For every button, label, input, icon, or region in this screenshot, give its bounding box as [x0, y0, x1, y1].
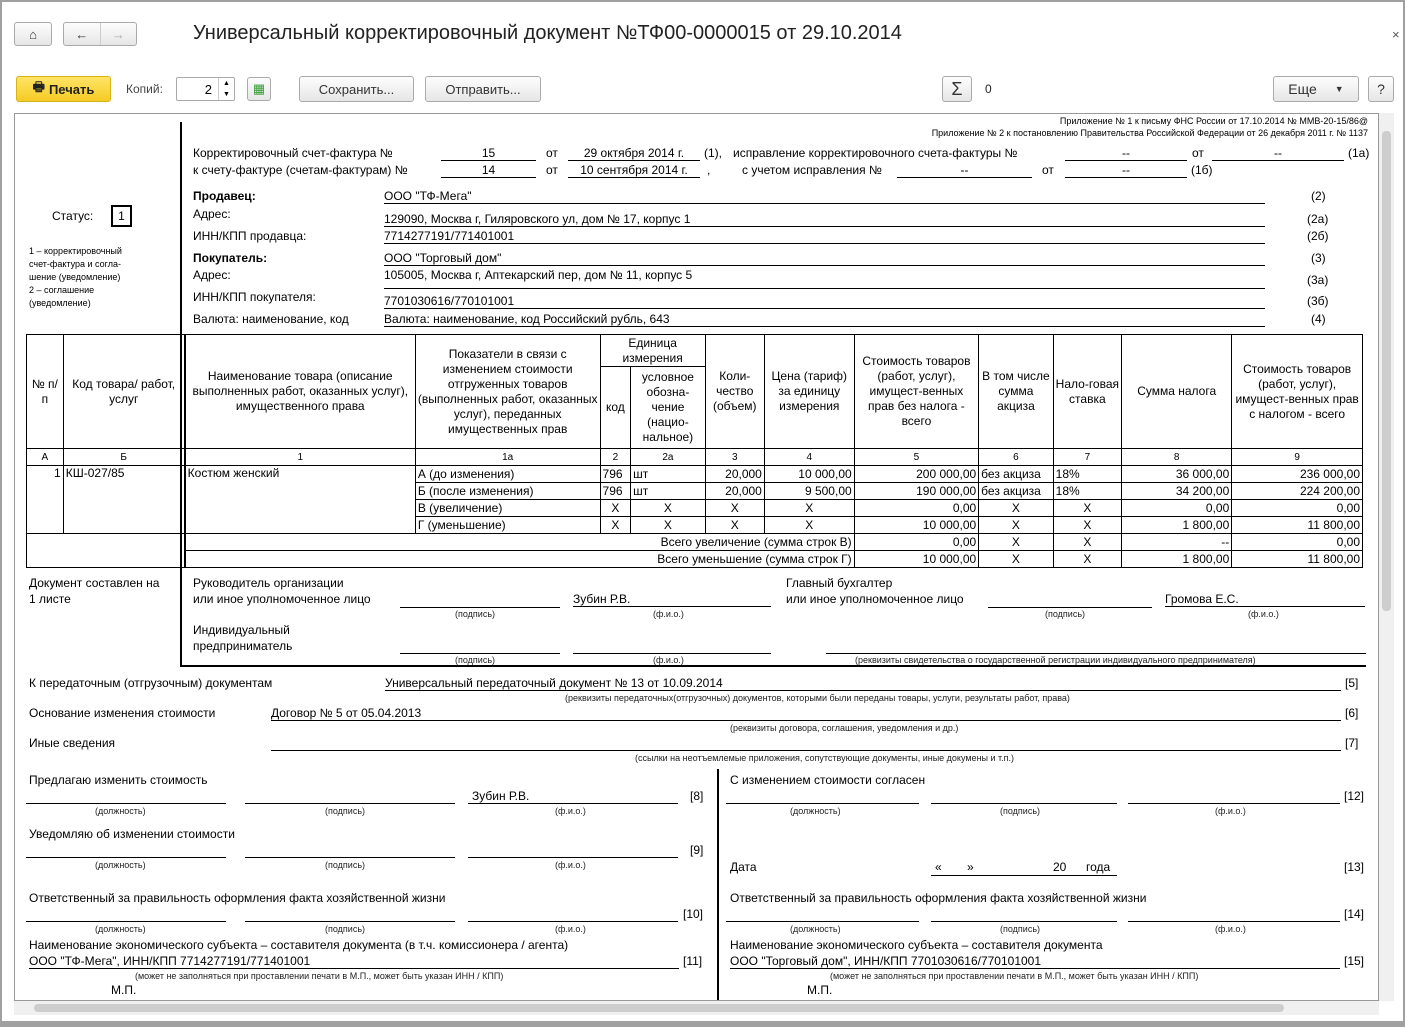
buyer-address: 105005, Москва г, Аптекарский пер, дом № 11, корпус 5 [384, 268, 1265, 289]
basis: Договор № 5 от 05.04.2013 [271, 706, 1341, 721]
send-button[interactable]: Отправить... [425, 76, 541, 102]
close-icon[interactable]: × [1392, 27, 1400, 42]
appendix-2: Приложение № 2 к постановлению Правительства Российской Федерации от 26 декабря 2011 г. № 1137 [931, 128, 1368, 138]
vertical-scrollbar[interactable] [1379, 113, 1394, 1001]
accountant-name: Громова Е.С. [1165, 592, 1365, 607]
copies-label: Копий: [126, 82, 163, 96]
column-numbers-row: А Б 1 1а 2 2а 3 4 5 6 7 8 9 [27, 449, 1363, 466]
col-header-unit: Единица измерения [600, 335, 705, 367]
invoice-number: 15 [441, 146, 536, 161]
base-invoice-date: 10 сентября 2014 г. [568, 163, 700, 178]
entity-seller: ООО "ТФ-Мега", ИНН/КПП 7714277191/771401001 [29, 954, 679, 969]
table-row: Б (после изменения) 796 шт 20,000 9 500,00 190 000,00 без акциза 18% 34 200,00 224 200,00 [27, 483, 1363, 500]
more-button[interactable]: Еще ▼ [1273, 76, 1359, 102]
table-row: 1 КШ-027/85 Костюм женский А (до изменения) 796 шт 20,000 10 000,00 200 000,00 без акциза 18% 36 000,00 236 000,00 [27, 466, 1363, 483]
horizontal-scrollbar[interactable] [14, 1001, 1379, 1015]
table-row: В (увеличение) Х Х Х Х 0,00 Х Х 0,00 0,00 [27, 500, 1363, 517]
col-header-excise: В том числе сумма акциза [979, 335, 1054, 449]
transfer-docs: Универсальный передаточный документ № 13 от 10.09.2014 [385, 676, 1341, 691]
table-row: Г (уменьшение) Х Х Х Х 10 000,00 Х Х 1 800,00 11 800,00 [27, 517, 1363, 534]
col-header-total: Стоимость товаров (работ, услуг), имущест-венных прав с налогом - всего [1232, 335, 1363, 449]
base-invoice-label: к счету-фактуре (счетам-фактурам) № [193, 163, 408, 177]
horizontal-scroll-thumb[interactable] [34, 1004, 1284, 1012]
sum-button[interactable] [942, 76, 972, 102]
print-button[interactable]: 🖶 Печать [16, 76, 111, 102]
sigma-icon: Σ [951, 78, 963, 99]
col-header-rate: Нало-говая ставка [1053, 335, 1121, 449]
col-header-indicators: Показатели в связи с изменением стоимости отгруженных товаров (выполненных работ, оказанных услуг), переданных имущественных прав [415, 335, 600, 449]
entity-buyer: ООО "Торговый дом", ИНН/КПП 7701030616/770101001 [730, 954, 1340, 969]
col-header-tax: Сумма налога [1122, 335, 1232, 449]
printer-icon: 🖶 [32, 79, 45, 94]
home-button[interactable] [14, 22, 52, 46]
date-field: « » 20 года [931, 860, 1117, 876]
appendix-1: Приложение № 1 к письму ФНС России от 17.10.2014 № ММВ-20-15/86@ [1059, 116, 1368, 126]
help-button[interactable]: ? [1368, 76, 1394, 102]
col-header-code: Код товара/ работ, услуг [63, 335, 184, 449]
col-header-price: Цена (тариф) за единицу измерения [764, 335, 854, 449]
spin-arrows-icon[interactable]: ▲ ▼ [218, 78, 234, 100]
invoice-date: 29 октября 2014 г. [568, 146, 700, 161]
buyer-inn: 7701030616/770101001 [384, 294, 1265, 309]
buyer-name: ООО "Торговый дом" [384, 251, 1265, 266]
home-icon: ⌂ [29, 26, 37, 42]
dropdown-arrow-icon: ▼ [1334, 84, 1344, 94]
forward-icon[interactable]: → [111, 26, 125, 42]
document-area: Приложение № 1 к письму ФНС России от 17.10.2014 № ММВ-20-15/86@ Приложение № 2 к постановлению Правительства Российской Федерации от 26 декабря 2011 г. № 1137 Статус: 1 1 – корректировочный счет-фактура и согла- шение (уведомление) 2 – соглашение (уведомление) Корректировочный счет-фактура № 15 от 29 октября 2014 г. (1), исправление корректировочного счета-фактуры № -- от -- (1а) к счету-фактуре (счетам-фактурам) № 14 от 10 сентября 2014 г. , с учетом исправления № -- от -- (1б) Продавец: ООО "ТФ-Мега" (2) Адрес: 129090, Москва г, Гиляровского ул, дом № 17, корпус 1 (2а) ИНН/КПП продавца: 7714277191/771401001 (2б) Покупатель: ООО "Торговый дом" (3) Адрес: 105005, Москва г, Аптекарский пер, дом № 11, корпус 5 (3а) ИНН/КПП покупателя: 7701030616/770101001 (3б) Валюта: наименование, код Валюта: наименование, код Российский рубль, 643 (4) № п/п Код товара/ работ, услуг Наименование товара (описание выполненных работ, оказанных услуг), имущественного права Показатели в связи с изменением стоимости отгруженных товаров (выполненных работ, оказанных услуг), переданных имущественных прав Единица измерения Коли-чество (объем) Цена (тариф) за единицу измерения Стоимость товаров (работ, услуг), имущест-венных прав без налога - всего В том числе сумма акциза Нало-говая ставка Сумма налога Стоимость товаров (работ, услуг), имущест-венных прав с налогом - всего код условное обозна-чение (нацио-нальное) А Б 1 1а 2 2а 3 4 5 6 7 8 9 1 КШ-027/85 Костюм женский А (до изменения) 796 шт 20,000 10 000,00 200 000,00 без акциза 18% 36 000,00 236 000,00 Б (после изменения) 796 шт 20,000 9 500,00 190 000,00 без акциза 18% 34 200,00 224 200,00 В (увеличение) Х Х Х Х 0,00 Х Х 0,00 0,00 Г (уменьшение) Х Х Х Х 10 000,00 Х Х 1 800,00 11 800,00 Всего увеличение (сумма строк В) 0,00 Х Х -- 0,00 Всего уменьшение (сумма строк Г) 10 000,00 Х Х 1 800,00 11 800,00 Документ составлен на 1 листе Руководитель организации или иное уполномоченное лицо (подпись) Зубин Р.В. (ф.и.о.) Главный бухгалтер или иное уполномоченное лицо (подпись) Громова Е.С. (ф.и.о.) Индивидуальный предприниматель (подпись) (ф.и.о.) (реквизиты свидетельства о государственной регистрации индивидуального предпринимателя) К передаточным (отгрузочным) документам Универсальный передаточный документ № 13 от 10.09.2014 [5] (реквизиты передаточных(отгрузочных) документов, которыми были переданы товары, услуги, результаты работ, права) Основание изменения стоимости Договор № 5 от 05.04.2013 [6] (реквизиты договора, соглашения, уведомления и др.) Иные сведения [7] (ссылки на неотъемлемые приложения, сопутствующие документы, иные докумены и т.п.) Предлагаю изменить стоимость (должность) (подпись) Зубин Р.В. (ф.и.о.) [8] Уведомляю об изменении стоимости (должность) (подпись) (ф.и.о.) [9] Ответственный за правильность оформления факта хозяйственной жизни (должность) (подпись) (ф.и.о.) [10] Наименование экономического субъекта – составителя документа (в т.ч. комиссионера / агента) ООО "ТФ-Мега", ИНН/КПП 7714277191/771401001 [11] (может не заполняться при проставлении печати в М.П., может быть указан ИНН / КПП) М.П. С изменением стоимости согласен (должность) (подпись) (ф.и.о.) [12] Дата « » 20 года [13] Ответственный за правильность оформления факта хозяйственной жизни (должность) (подпись) (ф.и.о.) [14] Наименование экономического субъекта – составителя документа ООО "Торговый дом", ИНН/КПП 7701030616/770101001 [15] (может не заполняться при проставлении печати в М.П., может быть указан ИНН / КПП) М.П. [14, 113, 1379, 1001]
total-decrease-row: Всего уменьшение (сумма строк Г) 10 000,00 Х Х 1 800,00 11 800,00 [27, 551, 1363, 568]
total-increase-row: Всего увеличение (сумма строк В) 0,00 Х Х -- 0,00 [27, 534, 1363, 551]
sum-value: 0 [985, 82, 992, 96]
vertical-scroll-thumb[interactable] [1382, 131, 1391, 611]
back-icon[interactable]: ← [75, 26, 89, 42]
head-name: Зубин Р.В. [573, 592, 771, 607]
edit-table-icon: ▦ [252, 81, 266, 96]
copies-input[interactable]: 2 ▲ ▼ [176, 77, 235, 101]
nav-buttons [63, 22, 137, 46]
window-title: Универсальный корректировочный документ №ТФ00-0000015 от 29.10.2014 [193, 22, 902, 44]
seller-inn: 7714277191/771401001 [384, 229, 1265, 244]
col-header-no: № п/п [27, 335, 64, 449]
base-invoice-number: 14 [441, 163, 536, 178]
seller-name: ООО "ТФ-Мега" [384, 189, 1265, 204]
save-button[interactable]: Сохранить... [299, 76, 414, 102]
col-header-cost: Стоимость товаров (работ, услуг), имущест-венных прав без налога - всего [854, 335, 979, 449]
invoice-label: Корректировочный счет-фактура № [193, 146, 393, 160]
seller-address: 129090, Москва г, Гиляровского ул, дом № 17, корпус 1 [384, 212, 1265, 227]
col-header-name: Наименование товара (описание выполненных работ, оказанных услуг), имущественного права [185, 335, 416, 449]
propose-name: Зубин Р.В. [468, 789, 678, 804]
edit-table-button[interactable] [247, 77, 271, 101]
items-table: № п/п Код товара/ работ, услуг Наименование товара (описание выполненных работ, оказанных услуг), имущественного права Показатели в связи с изменением стоимости отгруженных товаров (выполненных работ, оказанных услуг), переданных имущественных прав Единица измерения Коли-чество (объем) Цена (тариф) за единицу измерения Стоимость товаров (работ, услуг), имущест-венных прав без налога - всего В том числе сумма акциза Нало-говая ставка Сумма налога Стоимость товаров (работ, услуг), имущест-венных прав с налогом - всего код условное обозна-чение (нацио-нальное) А Б 1 1а 2 2а 3 4 5 6 7 8 9 1 КШ-027/85 Костюм женский А (до изменения) 796 шт 20,000 10 000,00 200 000,00 без акциза 18% 36 000,00 236 000,00 Б (после изменения) 796 шт 20,000 9 500,00 190 000,00 без акциза 18% 34 200,00 224 200,00 В (увеличение) Х Х Х Х 0,00 Х Х 0,00 0,00 Г (уменьшение) Х Х Х Х 10 000,00 Х Х 1 800,00 11 800,00 Всего увеличение (сумма строк В) 0,00 Х Х -- 0,00 Всего уменьшение (сумма строк Г) 10 000,00 Х Х 1 800,00 11 800,00 [26, 334, 1363, 568]
status-value: 1 [111, 205, 132, 227]
currency: Валюта: наименование, код Российский рубль, 643 [384, 312, 1265, 327]
status-label: Статус: [52, 209, 94, 223]
status-note: 1 – корректировочный счет-фактура и согла- шение (уведомление) 2 – соглашение (уведомление) [29, 246, 122, 308]
col-header-qty: Коли-чество (объем) [705, 335, 764, 449]
